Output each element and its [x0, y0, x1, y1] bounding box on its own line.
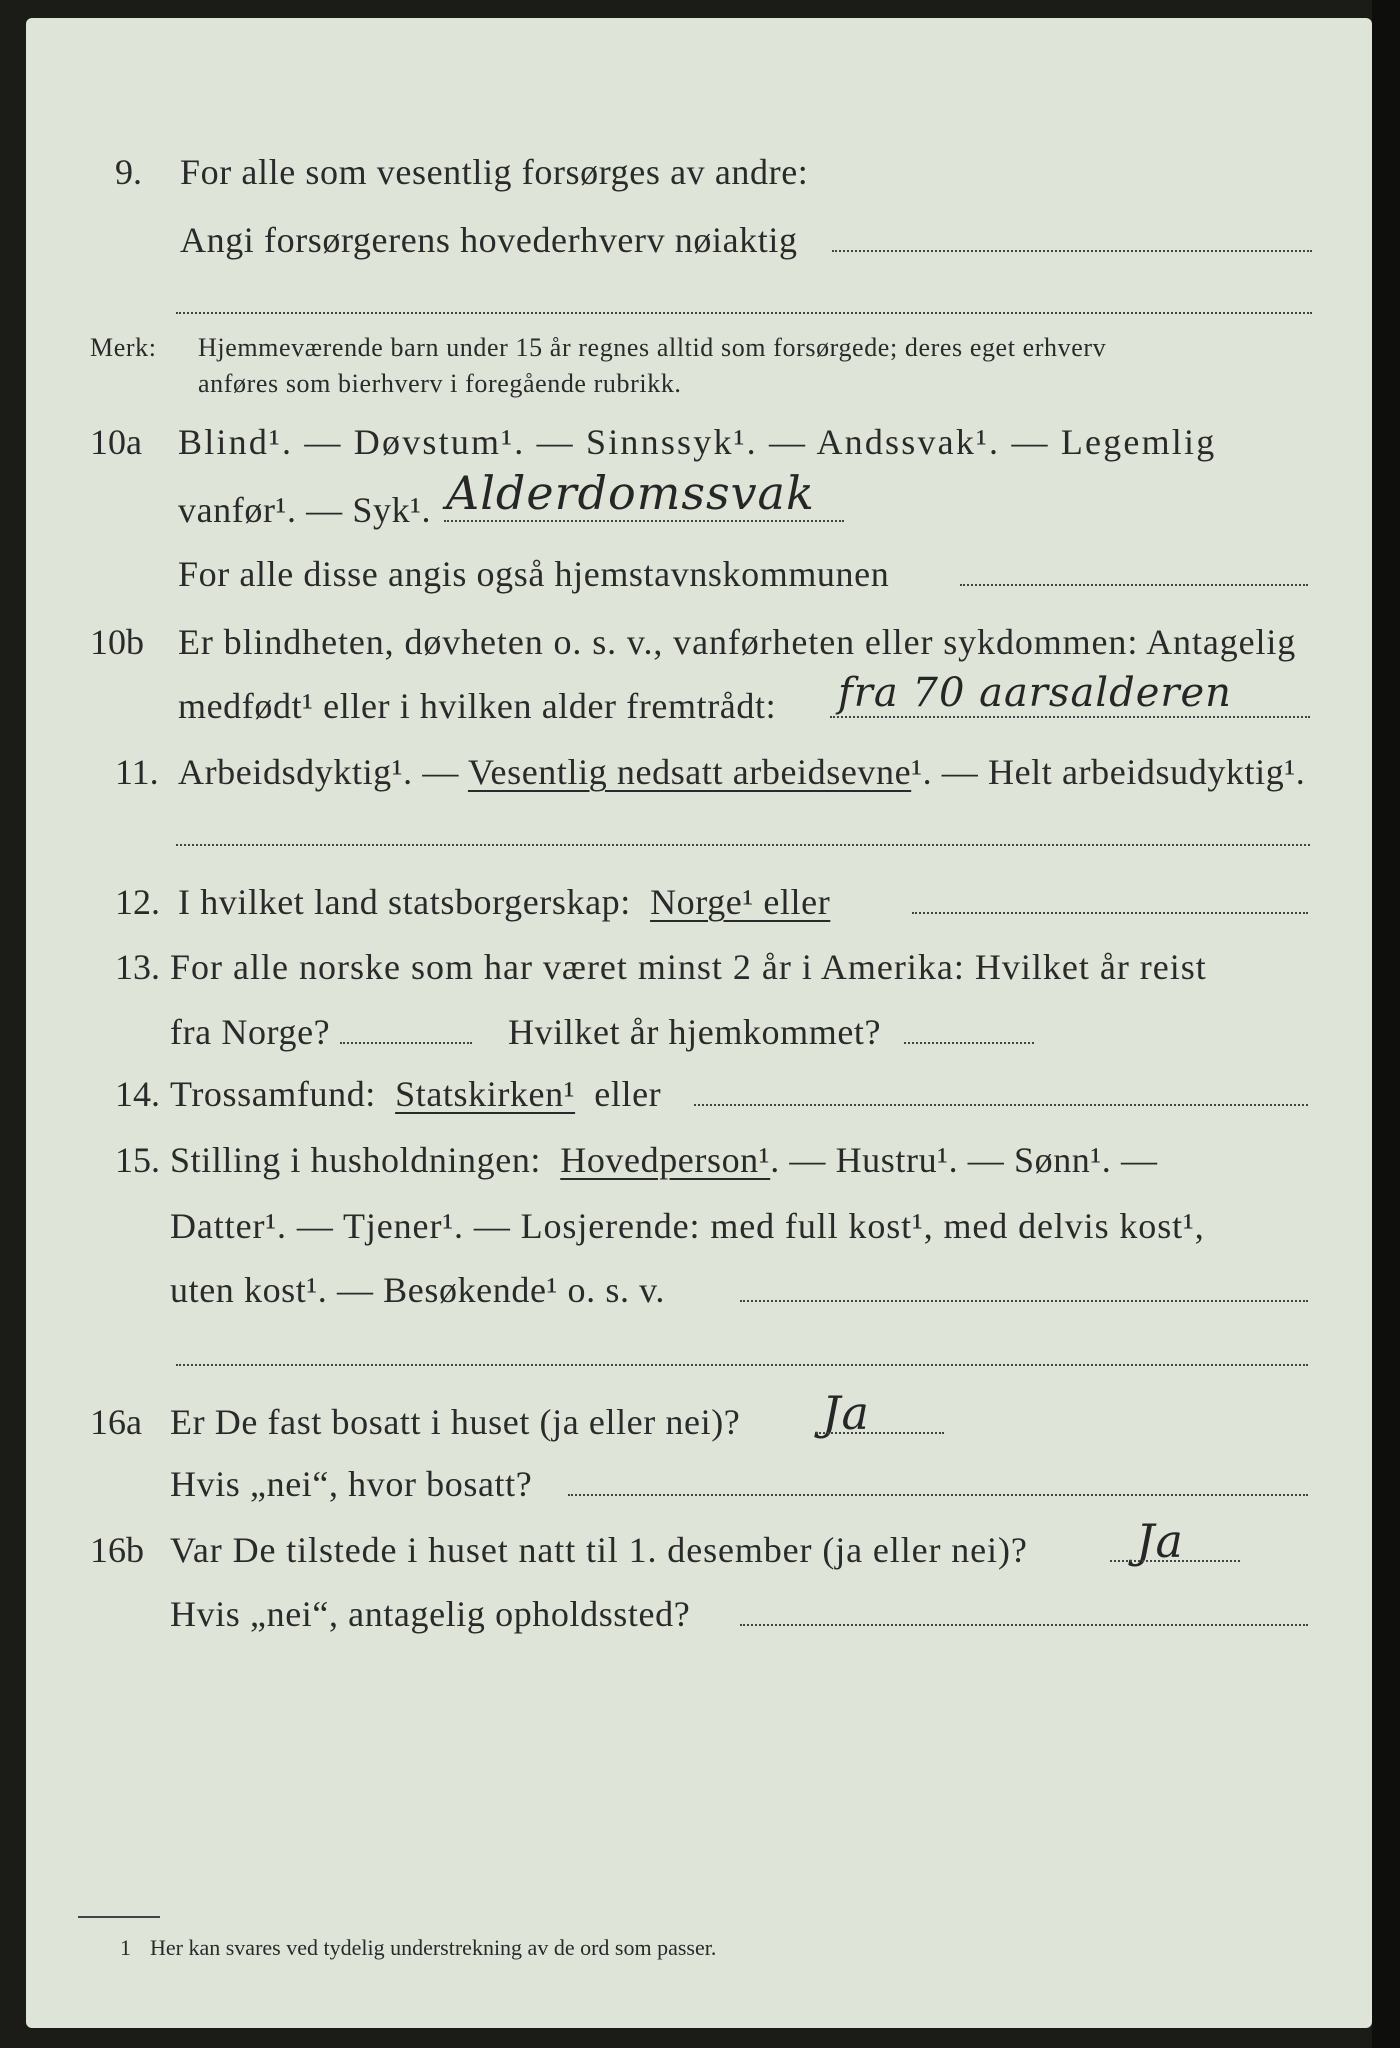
- q16b-line2: Hvis „nei“, antagelig opholdssted?: [170, 1594, 691, 1634]
- q10a-number: 10a: [90, 422, 142, 462]
- q11-option-nedsatt-underlined: Vesentlig nedsatt arbeidsevne: [467, 752, 912, 792]
- q16b-answer-field[interactable]: [1110, 1560, 1240, 1562]
- q10a-line1: Blind¹. — Døvstum¹. — Sinnssyk¹. — Andssvak¹. — Legemlig: [178, 422, 1217, 462]
- q10a-line2: vanfør¹. — Syk¹.: [178, 490, 432, 530]
- q11-option-udyktig: ¹. — Helt arbeidsudyktig¹.: [911, 752, 1306, 792]
- q16b-number: 16b: [90, 1530, 144, 1570]
- q14-answer-field[interactable]: [694, 1104, 1308, 1106]
- q14-label: Trossamfund:: [170, 1074, 376, 1114]
- q9-answer-field-2[interactable]: [176, 312, 1312, 314]
- q15-number: 15.: [115, 1140, 160, 1180]
- q16a-number: 16a: [90, 1402, 142, 1442]
- q12-number: 12.: [115, 882, 160, 922]
- q11-line: [178, 750, 1305, 794]
- q9-line2: Angi forsørgerens hovederhverv nøiaktig: [180, 220, 798, 260]
- q14-eller: eller: [594, 1074, 662, 1114]
- q10a-handwritten-answer: Alderdomssvak: [446, 466, 815, 520]
- q14-line: [170, 1072, 661, 1116]
- q16b-opholdssted-field[interactable]: [740, 1624, 1308, 1626]
- footnote-mark: 1: [120, 1935, 131, 1960]
- q16b-line1: Var De tilstede i huset natt til 1. desember (ja eller nei)?: [170, 1530, 1028, 1570]
- q15-hovedperson-underlined: Hovedperson¹: [560, 1140, 771, 1180]
- q11-extra-field[interactable]: [176, 844, 1310, 846]
- q16a-handwritten-answer: Ja: [822, 1386, 870, 1440]
- q16b-handwritten-answer: Ja: [1136, 1514, 1184, 1568]
- q13-hjemkommet-label: Hvilket år hjemkommet?: [508, 1012, 882, 1052]
- q10b-number: 10b: [90, 622, 144, 662]
- q10b-handwritten-answer: fra 70 aarsalderen: [838, 670, 1232, 716]
- q15-line1: [170, 1138, 1158, 1182]
- q9-answer-field[interactable]: [832, 250, 1312, 252]
- q10b-line1: Er blindheten, døvheten o. s. v., vanførheten eller sykdommen: Antagelig: [178, 622, 1297, 662]
- q14-number: 14.: [115, 1074, 160, 1114]
- merk-line2: anføres som bierhverv i foregående rubrikk.: [198, 369, 682, 398]
- q16a-line2: Hvis „nei“, hvor bosatt?: [170, 1464, 533, 1504]
- footnote-rule: [78, 1916, 160, 1918]
- merk-label: Merk:: [90, 333, 157, 362]
- q15-line2: Datter¹. — Tjener¹. — Losjerende: med full kost¹, med delvis kost¹,: [170, 1206, 1205, 1246]
- q15-label: Stilling i husholdningen:: [170, 1140, 542, 1180]
- q11-option-arbeidsdyktig: Arbeidsdyktig¹. —: [178, 752, 459, 792]
- q10b-answer-field[interactable]: [830, 716, 1310, 718]
- q16a-answer-field[interactable]: [816, 1432, 944, 1434]
- q15-options: . — Hustru¹. — Sønn¹. —: [770, 1140, 1158, 1180]
- scan-edge: [1372, 0, 1400, 2048]
- q9-line1: For alle som vesentlig forsørges av andre:: [180, 152, 809, 192]
- q11-number: 11.: [115, 752, 159, 792]
- q14-statskirken-underlined: Statskirken¹: [395, 1074, 576, 1114]
- q10b-line2: medfødt¹ eller i hvilken alder fremtrådt:: [178, 686, 777, 726]
- q12-answer-field[interactable]: [912, 912, 1308, 914]
- q12-label: I hvilket land statsborgerskap:: [178, 882, 631, 922]
- q9-number: 9.: [115, 152, 142, 192]
- footnote-text: Her kan svares ved tydelig understrekning av de ord som passer.: [150, 1935, 717, 1960]
- q15-extra-field[interactable]: [176, 1364, 1308, 1366]
- q13-reist-label: fra Norge?: [170, 1012, 331, 1052]
- q12-norge-underlined: Norge¹ eller: [650, 882, 831, 922]
- q15-line3: uten kost¹. — Besøkende¹ o. s. v.: [170, 1270, 666, 1310]
- q13-reist-field[interactable]: [340, 1042, 472, 1044]
- q15-answer-field[interactable]: [740, 1300, 1308, 1302]
- q10a-answer-field[interactable]: [444, 520, 844, 522]
- q13-hjemkommet-field[interactable]: [904, 1042, 1034, 1044]
- q16a-line1: Er De fast bosatt i huset (ja eller nei)?: [170, 1402, 741, 1442]
- q13-line1: For alle norske som har været minst 2 år i Amerika: Hvilket år reist: [170, 947, 1207, 987]
- q16a-bosatt-field[interactable]: [568, 1494, 1308, 1496]
- q12-line: [178, 880, 830, 924]
- q10a-line3: For alle disse angis også hjemstavnskommunen: [178, 554, 890, 594]
- q10a-hjemstavn-field[interactable]: [960, 584, 1308, 586]
- q13-number: 13.: [115, 947, 160, 987]
- merk-line1: Hjemmeværende barn under 15 år regnes alltid som forsørgede; deres eget erhverv: [198, 333, 1107, 362]
